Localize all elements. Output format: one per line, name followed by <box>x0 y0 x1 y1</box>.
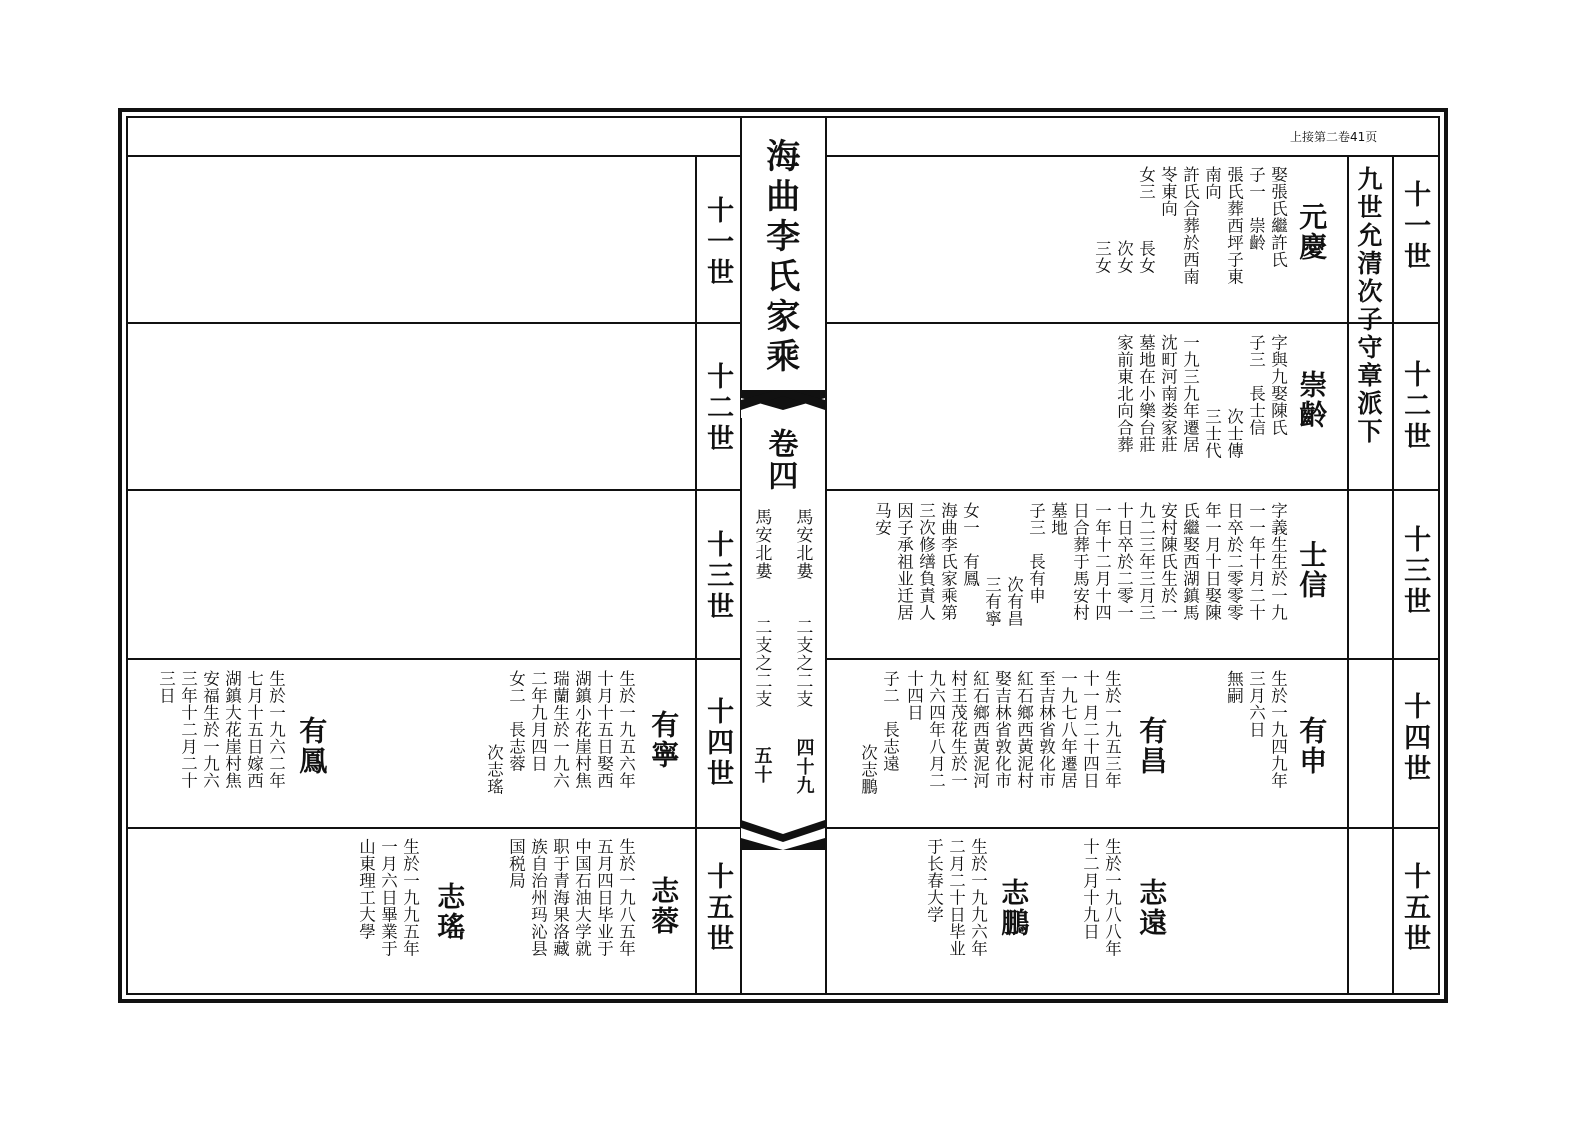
bio-line: 国税局 <box>506 838 526 889</box>
volume-number: 卷四 <box>762 428 798 492</box>
bio-line: 岺東向 <box>1158 166 1178 217</box>
bio-line: 一月六日畢業于 <box>378 838 398 957</box>
bio-line: 字義生生於一九 <box>1268 502 1288 621</box>
bio-line: 許氏合葬於西南 <box>1180 166 1200 285</box>
branch-title-column-border <box>1347 155 1349 994</box>
person-name: 志蓉 <box>647 876 681 936</box>
right-generation-column-border <box>1392 155 1394 994</box>
bio-line: 生於一九八五年 <box>616 838 636 957</box>
bio-line: 七月十五日嫁西 <box>244 670 264 789</box>
bio-line: 子一 崇齡 <box>1246 166 1266 251</box>
bio-line: 南向 <box>1202 166 1222 200</box>
bio-line: 生於一九九五年 <box>400 838 420 957</box>
bio-line: 十四日 <box>904 670 924 721</box>
person-name: 元慶 <box>1295 202 1329 262</box>
bio-line: 生於一九六二年 <box>266 670 286 789</box>
person-name: 有寧 <box>647 710 681 770</box>
bio-line: 生於一九八八年 <box>1102 838 1122 957</box>
bio-line: 三有寧 <box>982 576 1002 627</box>
right-page-branch: 二支之二支 <box>792 618 813 708</box>
bio-line: 安福生於一九六 <box>200 670 220 789</box>
bio-line: 次有昌 <box>1004 576 1024 627</box>
bio-line: 山東理工大學 <box>356 838 376 940</box>
spine-lower-band <box>741 820 825 850</box>
bio-line: 生於一九九六年 <box>968 838 988 957</box>
bio-line: 次女 <box>1114 240 1134 274</box>
generation-label-left: 十五世 <box>702 862 734 955</box>
bio-line: 次士傳 <box>1224 408 1244 459</box>
left-page-place: 馬安北婁 <box>751 508 772 580</box>
spine-right-border <box>825 117 827 994</box>
bio-line: 生於一九四九年 <box>1268 670 1288 789</box>
bio-line: 年一月十日娶陳 <box>1202 502 1222 621</box>
branch-title: 九世允清次子守章派下 <box>1354 166 1383 446</box>
person-name: 有申 <box>1295 716 1329 776</box>
generation-label-right: 十二世 <box>1399 360 1431 453</box>
bio-line: 紅石鄉西黃泥村 <box>1014 670 1034 789</box>
bio-line: 字與九娶陳氏 <box>1268 334 1288 436</box>
bio-line: 女三 <box>1136 166 1156 200</box>
bio-line: 十二月十九日 <box>1080 838 1100 940</box>
row-line <box>127 489 741 491</box>
bio-line: 無嗣 <box>1224 670 1244 704</box>
bio-line: 海曲李氏家乘第 <box>938 502 958 621</box>
bio-line: 二月二十日毕业 <box>946 838 966 957</box>
bio-line: 一一年十月二十 <box>1246 502 1266 621</box>
bio-line: 三日 <box>156 670 176 704</box>
bio-line: 紅石鄉西黃泥河 <box>970 670 990 789</box>
bio-line: 三女 <box>1092 240 1112 274</box>
bio-line: 生於一九五六年 <box>616 670 636 789</box>
bio-line: 至吉林省敦化市 <box>1036 670 1056 789</box>
bio-line: 二年九月四日 <box>528 670 548 772</box>
person-name: 有昌 <box>1135 716 1169 776</box>
bio-line: 十一月二十四日 <box>1080 670 1100 789</box>
bio-line: 子二 長志遠 <box>880 670 900 772</box>
bio-line: 家前東北向合葬 <box>1114 334 1134 453</box>
bio-line: 子三 長有申 <box>1026 502 1046 604</box>
right-page-number: 四十九 <box>793 738 815 795</box>
bio-line: 职于青海果洛藏 <box>550 838 570 957</box>
bio-line: 湖鎮大花崖村焦 <box>222 670 242 789</box>
bio-line: 長女 <box>1136 240 1156 274</box>
person-name: 志鵬 <box>997 878 1031 938</box>
person-name: 志瑤 <box>433 882 467 942</box>
bio-line: 九二三年三月三 <box>1136 502 1156 621</box>
bio-line: 中国石油大学就 <box>572 838 592 957</box>
row-line <box>127 827 741 829</box>
bio-line: 三月六日 <box>1246 670 1266 738</box>
bio-line: 張氏葬西坪子東 <box>1224 166 1244 285</box>
left-page-branch: 二支之二支 <box>751 618 772 708</box>
bio-line: 瑞蘭生於一九六 <box>550 670 570 789</box>
generation-label-right: 十三世 <box>1399 525 1431 618</box>
continuation-note: 上接第二卷41页 <box>1290 130 1378 144</box>
bio-line: 族自治州玛沁县 <box>528 838 548 957</box>
bio-line: 氏繼娶西湖鎮馬 <box>1180 502 1200 621</box>
left-generation-column-border <box>695 155 697 994</box>
generation-label-right: 十四世 <box>1399 692 1431 785</box>
bio-line: 一九七八年遷居 <box>1058 670 1078 789</box>
bio-line: 沈町河南娄家莊 <box>1158 334 1178 453</box>
bio-line: 墓地 <box>1048 502 1068 536</box>
bio-line: 马安 <box>872 502 892 536</box>
bio-line: 于长春大学 <box>924 838 944 923</box>
bio-line: 娶張氏繼許氏 <box>1268 166 1288 268</box>
book-title: 海曲李氏家乘 <box>759 138 800 378</box>
bio-line: 墓地在小樂台莊 <box>1136 334 1156 453</box>
bio-line: 次志鵬 <box>858 744 878 795</box>
spine-upper-band <box>741 390 825 418</box>
bio-line: 生於一九五三年 <box>1102 670 1122 789</box>
bio-line: 一九三九年遷居 <box>1180 334 1200 453</box>
bio-line: 十月十五日娶西 <box>594 670 614 789</box>
bio-line: 日卒於二零零零 <box>1224 502 1244 621</box>
bio-line: 九六四年八月二 <box>926 670 946 789</box>
generation-label-left: 十一世 <box>702 196 734 289</box>
bio-line: 因子承祖业迁居 <box>894 502 914 621</box>
generation-label-left: 十四世 <box>702 697 734 790</box>
person-name: 崇齡 <box>1295 370 1329 430</box>
generation-label-right: 十五世 <box>1399 862 1431 955</box>
generation-label-left: 十三世 <box>702 530 734 623</box>
bio-line: 三年十二月二十 <box>178 670 198 789</box>
bio-line: 日合葬于馬安村 <box>1070 502 1090 621</box>
left-page-number: 五十 <box>751 746 773 784</box>
bio-line: 一年十二月十四 <box>1092 502 1112 621</box>
bio-line: 村王茂花生於一 <box>948 670 968 789</box>
bio-line: 女一 有鳳 <box>960 502 980 587</box>
person-name: 士信 <box>1295 540 1329 600</box>
bio-line: 十日卒於二零一 <box>1114 502 1134 621</box>
bio-line: 安村陳氏生於一 <box>1158 502 1178 621</box>
bio-line: 三次修缮負責人 <box>916 502 936 621</box>
right-page-place: 馬安北婁 <box>792 508 813 580</box>
bio-line: 次志瑤 <box>484 744 504 795</box>
bio-line: 娶吉林省敦化市 <box>992 670 1012 789</box>
bio-line: 五月四日毕业于 <box>594 838 614 957</box>
generation-label-left: 十二世 <box>702 362 734 455</box>
row-line <box>127 322 741 324</box>
bio-line: 三士代 <box>1202 408 1222 459</box>
bio-line: 女二 長志蓉 <box>506 670 526 772</box>
generation-label-right: 十一世 <box>1399 180 1431 273</box>
person-name: 有鳳 <box>295 716 329 776</box>
left-header-line <box>127 155 741 157</box>
bio-line: 湖鎮小花崖村焦 <box>572 670 592 789</box>
person-name: 志遠 <box>1135 878 1169 938</box>
bio-line: 子三 長士信 <box>1246 334 1266 436</box>
spine-left-border <box>740 117 742 994</box>
row-line <box>127 658 741 660</box>
